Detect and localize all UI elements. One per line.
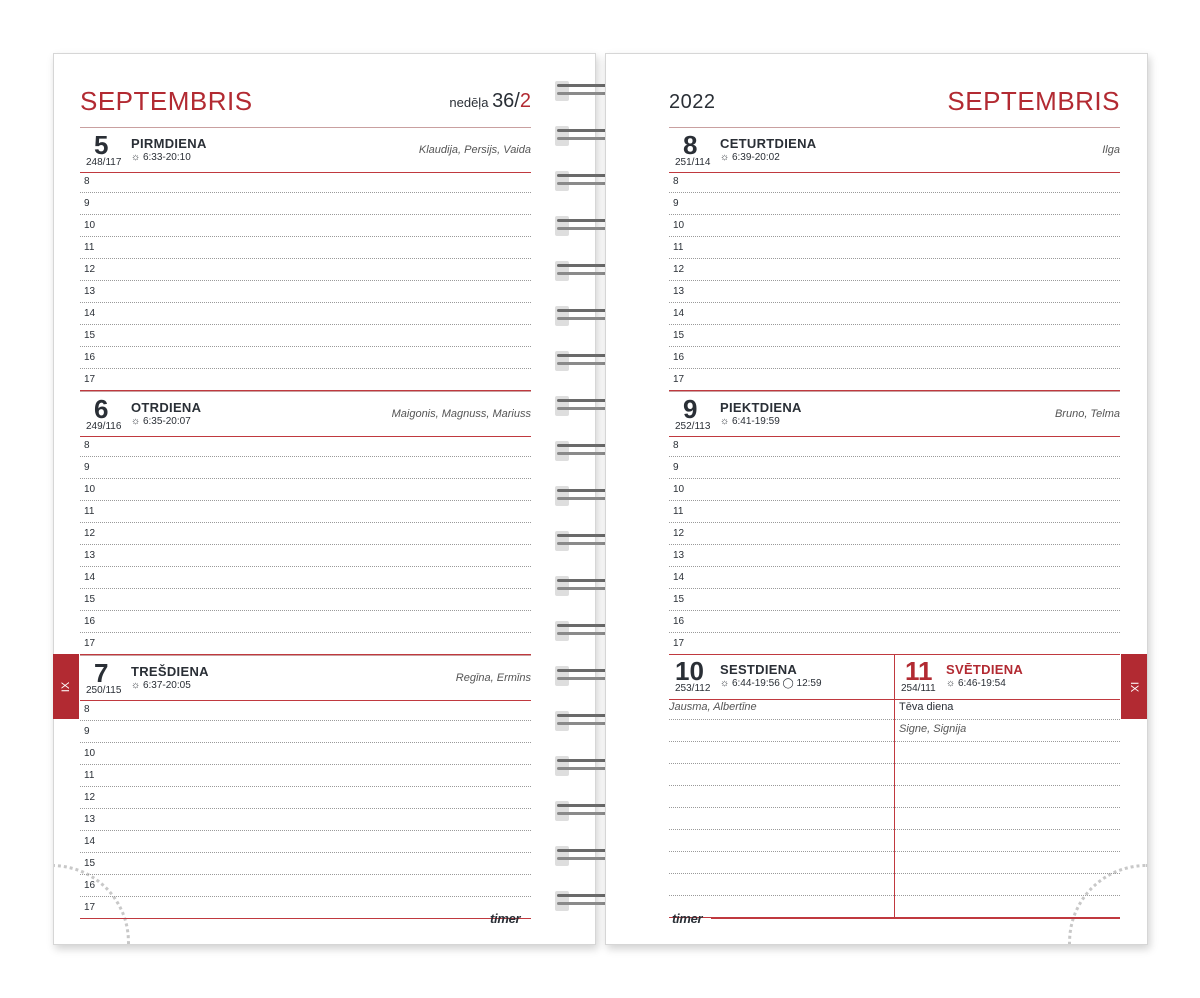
hour-label: 17 [84,638,96,649]
hour-row[interactable] [669,237,1120,259]
hour-label: 13 [84,286,96,297]
hour-row[interactable] [80,897,531,919]
hour-label: 14 [673,308,685,319]
day-of-year: 254/111 [901,683,936,694]
hour-row[interactable] [669,457,1120,479]
footer-line [711,918,1120,919]
hour-label: 11 [673,242,684,253]
hour-row[interactable] [80,765,531,787]
hour-label: 14 [84,836,96,847]
hour-label: 15 [84,594,96,605]
day-number: 6 [94,394,109,424]
hour-label: 12 [84,264,96,275]
day-of-year: 249/116 [86,421,122,432]
hour-label: 11 [84,506,95,517]
month-title: SEPTEMBRIS [80,86,253,116]
hour-row[interactable] [80,479,531,501]
hour-label: 12 [673,528,685,539]
day-name: TREŠDIENA [131,664,209,679]
hour-row[interactable] [80,809,531,831]
day-of-year: 252/113 [675,421,711,432]
day-of-year: 250/115 [86,685,122,696]
day-name: SVĒTDIENA [946,662,1024,677]
hour-label: 16 [673,616,685,627]
hour-label: 15 [673,330,685,341]
hour-label: 12 [84,792,96,803]
hour-row[interactable] [80,281,531,303]
sun-times: ☼ 6:37-20:05 [131,680,191,691]
hour-row[interactable] [80,633,531,655]
note-row[interactable] [669,874,1120,896]
hour-row[interactable] [80,589,531,611]
hour-label: 17 [84,374,96,385]
year-title: 2022 [669,91,716,113]
day-block [669,391,1120,655]
name-days: Klaudija, Persijs, Vaida [418,144,531,156]
hour-label: 8 [84,176,90,187]
hour-label: 15 [84,330,96,341]
hour-row[interactable] [669,479,1120,501]
hour-label: 10 [84,220,96,231]
hour-label: 17 [673,374,685,385]
hour-row[interactable] [80,193,531,215]
day-name: PIEKTDIENA [720,400,802,415]
day-name: OTRDIENA [131,400,202,415]
hour-row[interactable] [669,435,1120,457]
hour-row[interactable] [669,215,1120,237]
day-of-year: 251/114 [675,157,711,168]
hour-row[interactable] [80,699,531,721]
hour-label: 13 [673,286,685,297]
name-days: Regīna, Ermīns [455,672,531,684]
hour-label: 15 [673,594,685,605]
sun-times: ☼ 6:35-20:07 [131,416,191,427]
timer-logo: timer [490,911,521,926]
hour-row[interactable] [80,545,531,567]
hour-label: 9 [673,462,679,473]
note-row[interactable] [669,830,1120,852]
right-header [669,82,1120,122]
day-of-year: 248/117 [86,157,122,168]
day-number: 5 [94,130,109,160]
name-days: Bruno, Telma [1054,408,1120,420]
note-row[interactable] [669,764,1120,786]
hour-row[interactable] [80,787,531,809]
hour-label: 9 [673,198,679,209]
week-label: nedēļa [449,95,489,110]
hour-row[interactable] [80,215,531,237]
hour-row[interactable] [80,875,531,897]
left-header [80,82,531,122]
hour-row[interactable] [80,743,531,765]
hour-label: 17 [673,638,685,649]
hour-label: 8 [673,176,679,187]
note-row[interactable] [669,896,1120,918]
hour-label: 16 [84,880,96,891]
hour-row[interactable] [80,237,531,259]
note-row[interactable] [669,786,1120,808]
hour-label: 12 [673,264,685,275]
hour-row[interactable] [669,303,1120,325]
day-block [80,391,531,655]
week-indicator [449,90,531,113]
day-name: CETURTDIENA [720,136,817,151]
timer-logo: timer [672,911,703,926]
sun-times: ☼ 6:33-20:10 [131,152,191,163]
hour-label: 9 [84,726,90,737]
hour-row[interactable] [80,347,531,369]
hour-label: 13 [84,814,96,825]
hour-label: 13 [84,550,96,561]
right-planner-page [605,53,1148,945]
holiday-label: Tēva diena [899,701,954,713]
left-planner-page [53,53,596,945]
sunday-header[interactable] [895,654,1120,698]
hour-row[interactable] [80,611,531,633]
hour-label: 8 [84,440,90,451]
day-number: 10 [675,656,704,686]
day-of-year: 253/112 [675,683,711,694]
hour-row[interactable] [80,369,531,391]
hour-row[interactable] [669,281,1120,303]
hour-label: 14 [84,308,96,319]
hour-label: 12 [84,528,96,539]
hour-row[interactable] [80,259,531,281]
day-name: SESTDIENA [720,662,798,677]
sun-times: ☼ 6:46-19:54 [946,678,1006,689]
sun-times: ☼ 6:41-19:59 [720,416,780,427]
month-tab-right[interactable]: IX [1121,654,1147,719]
hour-label: 11 [673,506,684,517]
day-header[interactable] [669,391,1120,437]
hour-row[interactable] [80,325,531,347]
hour-row[interactable] [669,193,1120,215]
hour-label: 10 [84,748,96,759]
hour-label: 8 [84,704,90,715]
saturday-header[interactable] [669,654,894,698]
note-row[interactable] [669,852,1120,874]
hour-label: 11 [84,770,95,781]
hour-row[interactable] [669,369,1120,391]
hour-row[interactable] [80,853,531,875]
hour-row[interactable] [669,325,1120,347]
hour-row[interactable] [669,611,1120,633]
hour-row[interactable] [80,721,531,743]
note-row[interactable] [669,720,1120,742]
hour-label: 8 [673,440,679,451]
hour-label: 16 [84,616,96,627]
hour-label: 17 [84,902,96,913]
sun-times: ☼ 6:39-20:02 [720,152,780,163]
hour-row[interactable] [669,567,1120,589]
hour-row[interactable] [669,523,1120,545]
hour-row[interactable] [669,633,1120,655]
name-days: Maigonis, Magnuss, Mariuss [391,408,531,420]
hour-row[interactable] [669,589,1120,611]
day-number: 8 [683,130,698,160]
hour-label: 9 [84,198,90,209]
hour-label: 10 [84,484,96,495]
hour-label: 14 [84,572,96,583]
day-block [80,127,531,391]
saturday-name-days: Jausma, Albertīne [669,701,757,713]
hour-row[interactable] [80,501,531,523]
hour-row[interactable] [669,347,1120,369]
day-number: 11 [905,656,933,686]
hour-row[interactable] [669,501,1120,523]
hour-label: 14 [673,572,685,583]
hour-label: 10 [673,484,685,495]
day-number: 9 [683,394,698,424]
hour-row[interactable] [80,457,531,479]
month-title: SEPTEMBRIS [947,86,1120,116]
weekend-block [669,654,1120,918]
hour-row[interactable] [80,523,531,545]
hour-row[interactable] [669,259,1120,281]
hour-row[interactable] [80,171,531,193]
hour-label: 16 [673,352,685,363]
sun-times: ☼ 6:44-19:56 ◯ 12:59 [720,678,822,689]
hour-row[interactable] [669,545,1120,567]
footer-line [80,918,486,919]
day-header[interactable] [669,127,1120,173]
hour-label: 11 [84,242,95,253]
hour-label: 13 [673,550,685,561]
day-header[interactable] [80,391,531,437]
hour-row[interactable] [80,567,531,589]
hour-label: 9 [84,462,90,473]
hour-row[interactable] [669,171,1120,193]
note-row[interactable] [669,808,1120,830]
week-number: 36/ [492,90,520,112]
hour-label: 15 [84,858,96,869]
sunday-name-days: Signe, Signija [899,723,967,735]
hour-label: 10 [673,220,685,231]
day-header[interactable] [80,655,531,701]
hour-label: 16 [84,352,96,363]
day-block [669,127,1120,391]
name-days: Ilga [1102,144,1120,156]
month-tab-left[interactable]: IX [53,654,79,719]
day-header[interactable] [80,127,531,173]
hour-row[interactable] [80,435,531,457]
day-block [80,655,531,919]
day-number: 7 [94,658,109,688]
hour-row[interactable] [80,831,531,853]
note-row[interactable] [669,742,1120,764]
week-day-index: 2 [519,90,531,112]
hour-row[interactable] [80,303,531,325]
day-name: PIRMDIENA [131,136,207,151]
